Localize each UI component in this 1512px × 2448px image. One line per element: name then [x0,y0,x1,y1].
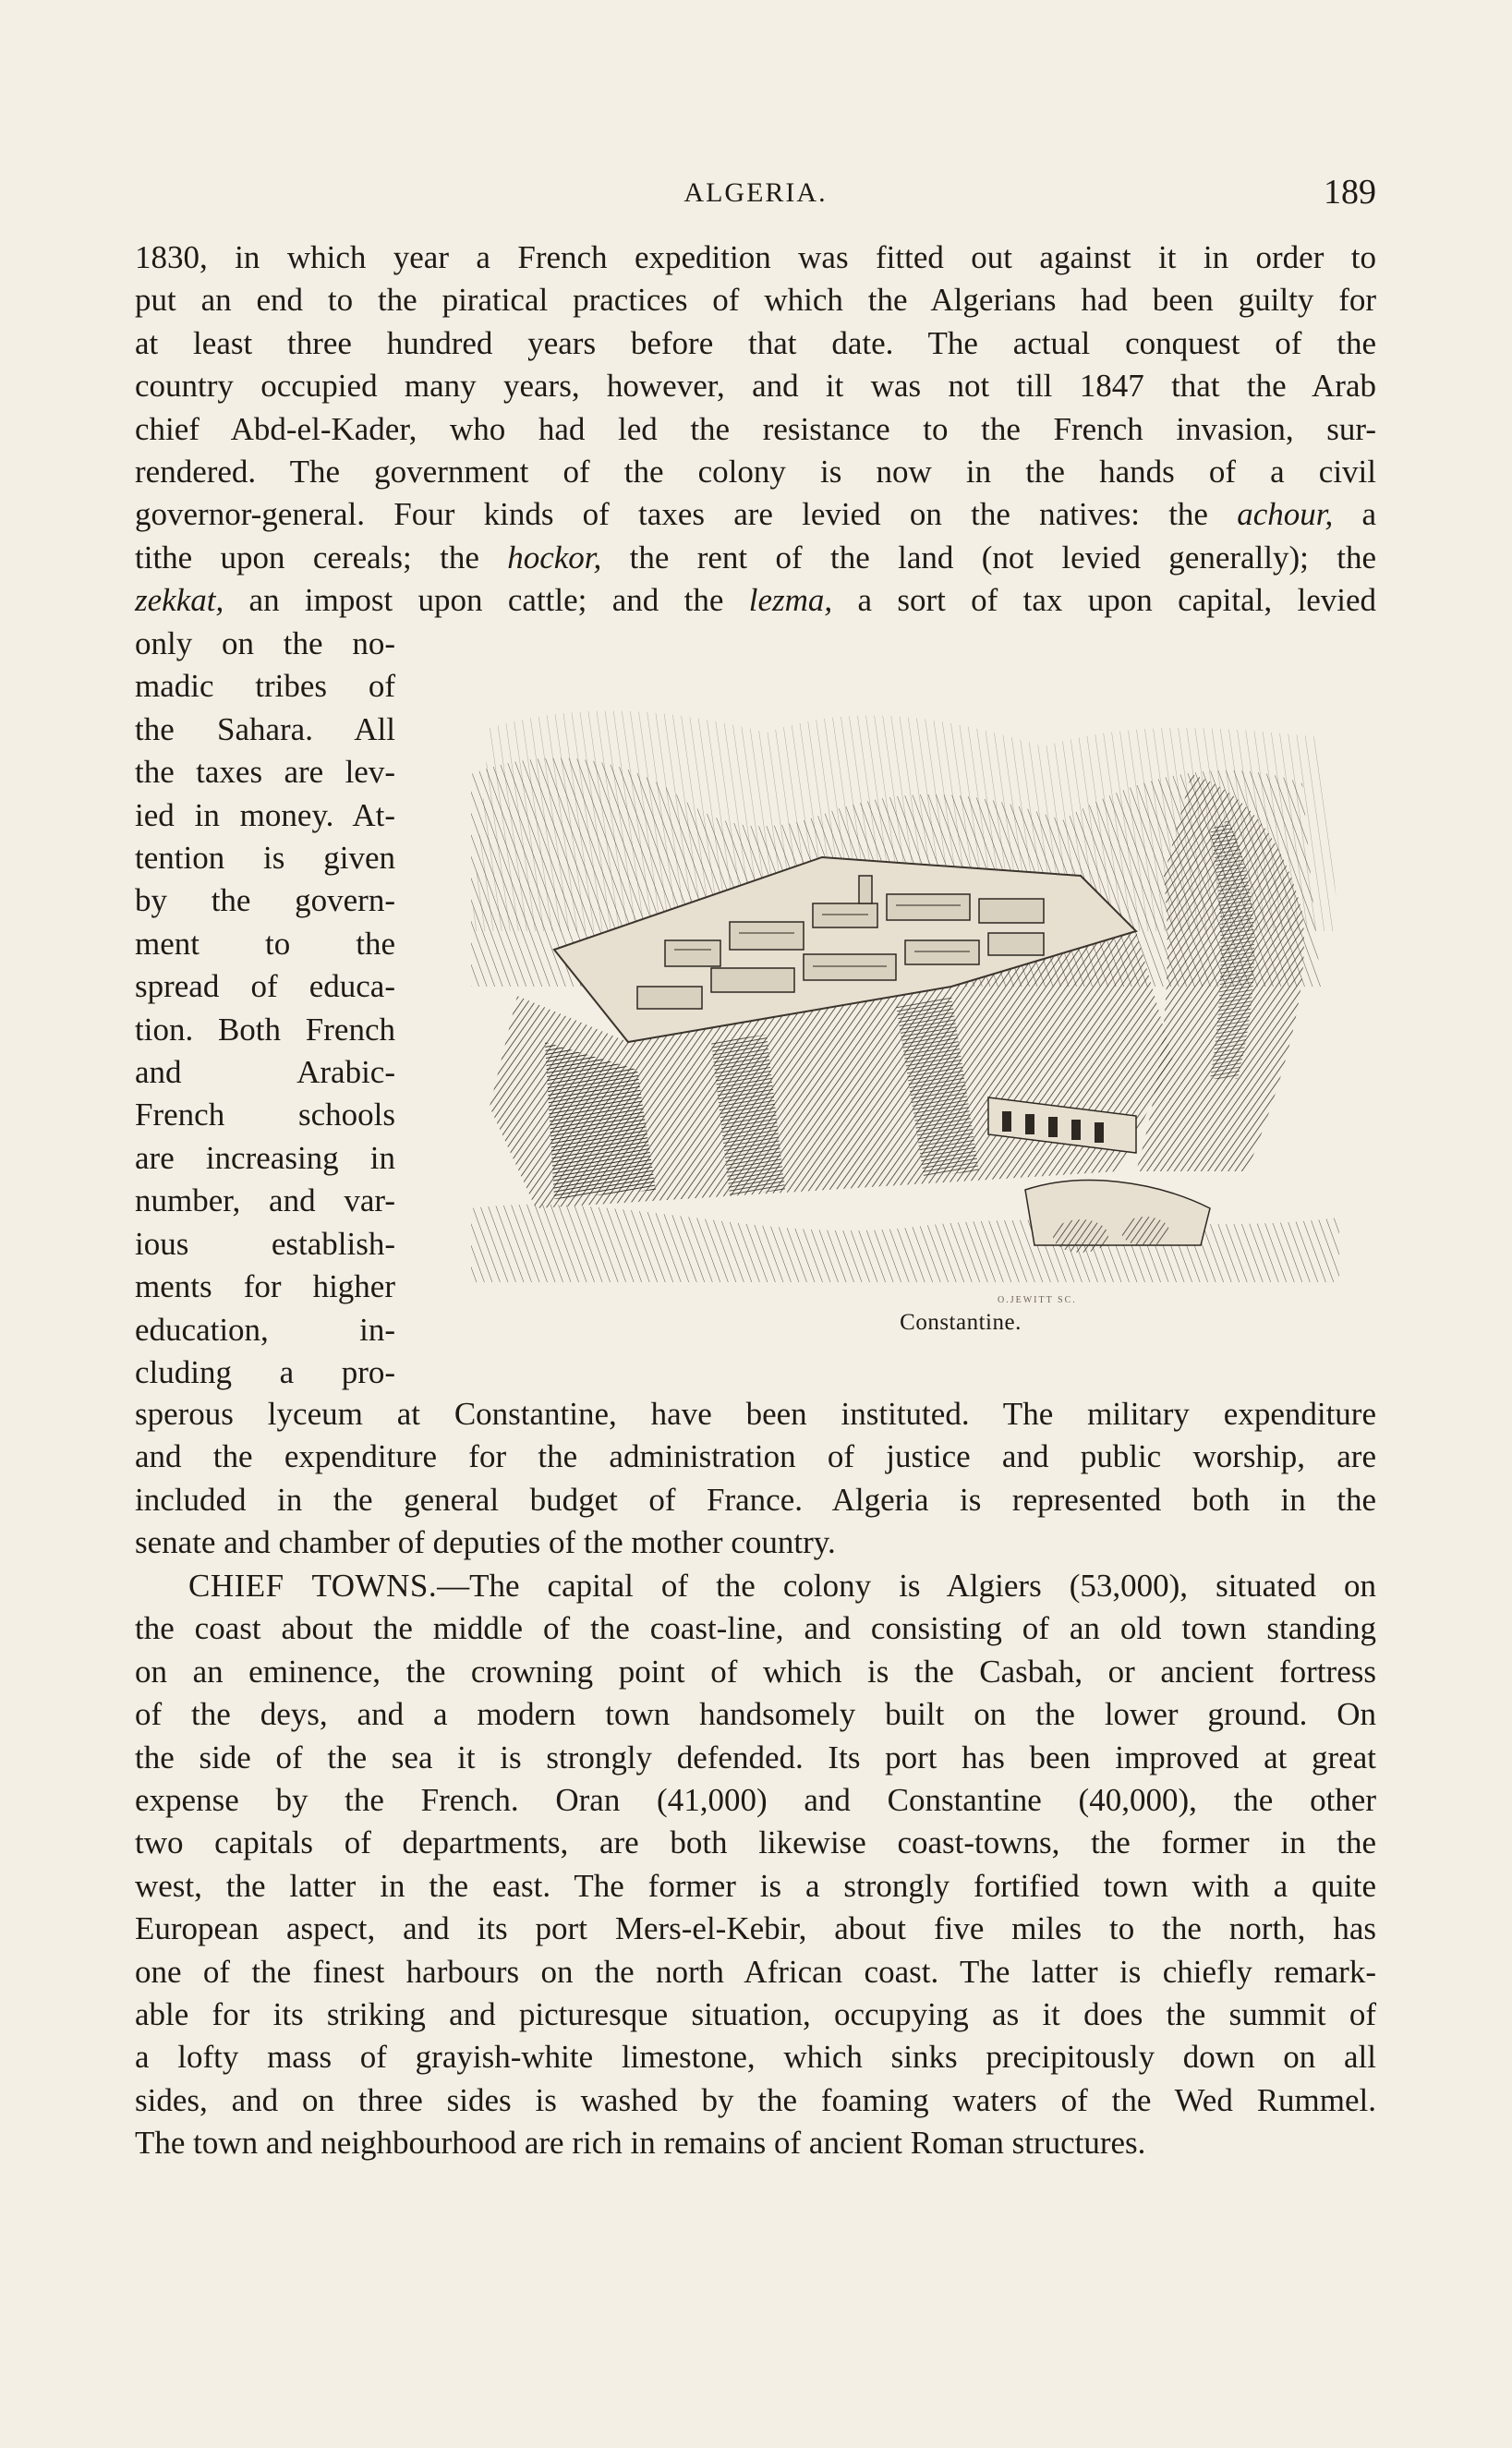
text-line: education, in- [135,1311,395,1348]
text-line: west, the latter in the east. The former is a strongly fortified town with a quite [135,1867,1376,1904]
text-line: one of the finest harbours on the north African coast. The latter is chiefly remark- [135,1953,1376,1990]
text-line: by the govern- [135,882,395,919]
text-line: tention is given [135,840,395,877]
illustration-constantine [434,691,1376,1356]
text-line [135,1565,1376,1607]
text-line: and the expenditure for the administration of justice and public worship, are [135,1438,1376,1475]
text-line: senate and chamber of deputies of the mother country. [135,1524,836,1561]
text-line: the coast about the middle of the coast-line, and consisting of an old town standing [135,1610,1376,1647]
text-line: 1830, in which year a French expedition was fitted out against it in order to [135,239,1376,275]
paragraph-2 [135,1565,1376,2165]
text-line: the taxes are lev- [135,754,395,791]
figure-caption: Constantine. [900,1310,1022,1335]
text-line: on an eminence, the crowning point of which is the Casbah, or ancient fortress [135,1653,1376,1690]
text-line: and Arabic- [135,1054,395,1091]
text-line: rendered. The government of the colony is now in the hands of a civil [135,454,1376,491]
text-line: the Sahara. All [135,710,395,747]
text-line [135,579,1376,622]
text-line: only on the no- [135,625,395,661]
text-run: tithe upon cereals; the [135,539,508,576]
text-line [135,493,1376,536]
text-line: a lofty mass of grayish-white limestone, which sinks precipitously down on all [135,2039,1376,2076]
text-line: expense by the French. Oran (41,000) and Constantine (40,000), the other [135,1782,1376,1819]
text-line: able for its striking and picturesque situation, occupying as it does the summit of [135,1996,1376,2033]
text-line: ious establish- [135,1225,395,1262]
text-line: country occupied many years, however, and it was not till 1847 that the Arab [135,368,1376,405]
text-line: The town and neighbourhood are rich in remains of ancient Roman structures. [135,2125,1146,2162]
text-run: governor-general. Four kinds of taxes are levied on the natives: the [135,496,1238,533]
text-run: a [1333,496,1376,533]
page-header [135,172,1376,216]
text-line: European aspect, and its port Mers-el-Kebir, about five miles to the north, has [135,1910,1376,1947]
text-line: put an end to the piratical practices of which the Algerians had been guilty for [135,282,1376,319]
text-line: included in the general budget of France. Algeria is represented both in the [135,1481,1376,1518]
text-line: ied in money. At- [135,796,395,833]
text-run: an impost upon cattle; and the [224,582,749,619]
paragraph-1-continued [135,1393,1376,1565]
paragraph-1 [135,236,1376,623]
section-heading: CHIEF TOWNS. [188,1568,438,1604]
text-line: the side of the sea it is strongly defended. Its port has been improved at great [135,1739,1376,1775]
text-line: sperous lyceum at Constantine, have been instituted. The military expenditure [135,1396,1376,1432]
text-run: a sort of tax upon capital, levied [832,582,1377,619]
term-zekkat: zekkat, [135,582,224,619]
text-line: cluding a pro- [135,1353,395,1390]
page-number: 189 [1324,173,1376,212]
text-line: ment to the [135,925,395,962]
text-run: —The capital of the colony is Algiers (53,000), situated on [437,1568,1376,1604]
term-hockor: hockor, [507,539,602,576]
text-run: the rent of the land (not levied generally); the [601,539,1376,576]
term-lezma: lezma, [748,582,833,619]
engraver-signature: O.JEWITT SC. [998,1295,1077,1305]
engraving-image [434,691,1376,1282]
term-achour: achour, [1237,496,1334,533]
text-line: are increasing in [135,1139,395,1176]
text-line: two capitals of departments, are both likewise coast-towns, the former in the [135,1824,1376,1861]
running-head: ALGERIA. [683,177,828,208]
text-line [135,537,1376,579]
text-line: sides, and on three sides is washed by the foaming waters of the Wed Rummel. [135,2081,1376,2118]
text-line: at least three hundred years before that date. The actual conquest of the [135,324,1376,361]
text-line: chief Abd-el-Kader, who had led the resistance to the French invasion, sur- [135,410,1376,447]
text-line: tion. Both French [135,1011,395,1048]
text-line: ments for higher [135,1268,395,1305]
wrapped-text-column [135,623,395,1394]
text-line: French schools [135,1097,395,1133]
text-line: number, and var- [135,1182,395,1219]
text-line: of the deys, and a modern town handsomely built on the lower ground. On [135,1696,1376,1733]
text-line: spread of educa- [135,968,395,1005]
text-line: madic tribes of [135,668,395,705]
